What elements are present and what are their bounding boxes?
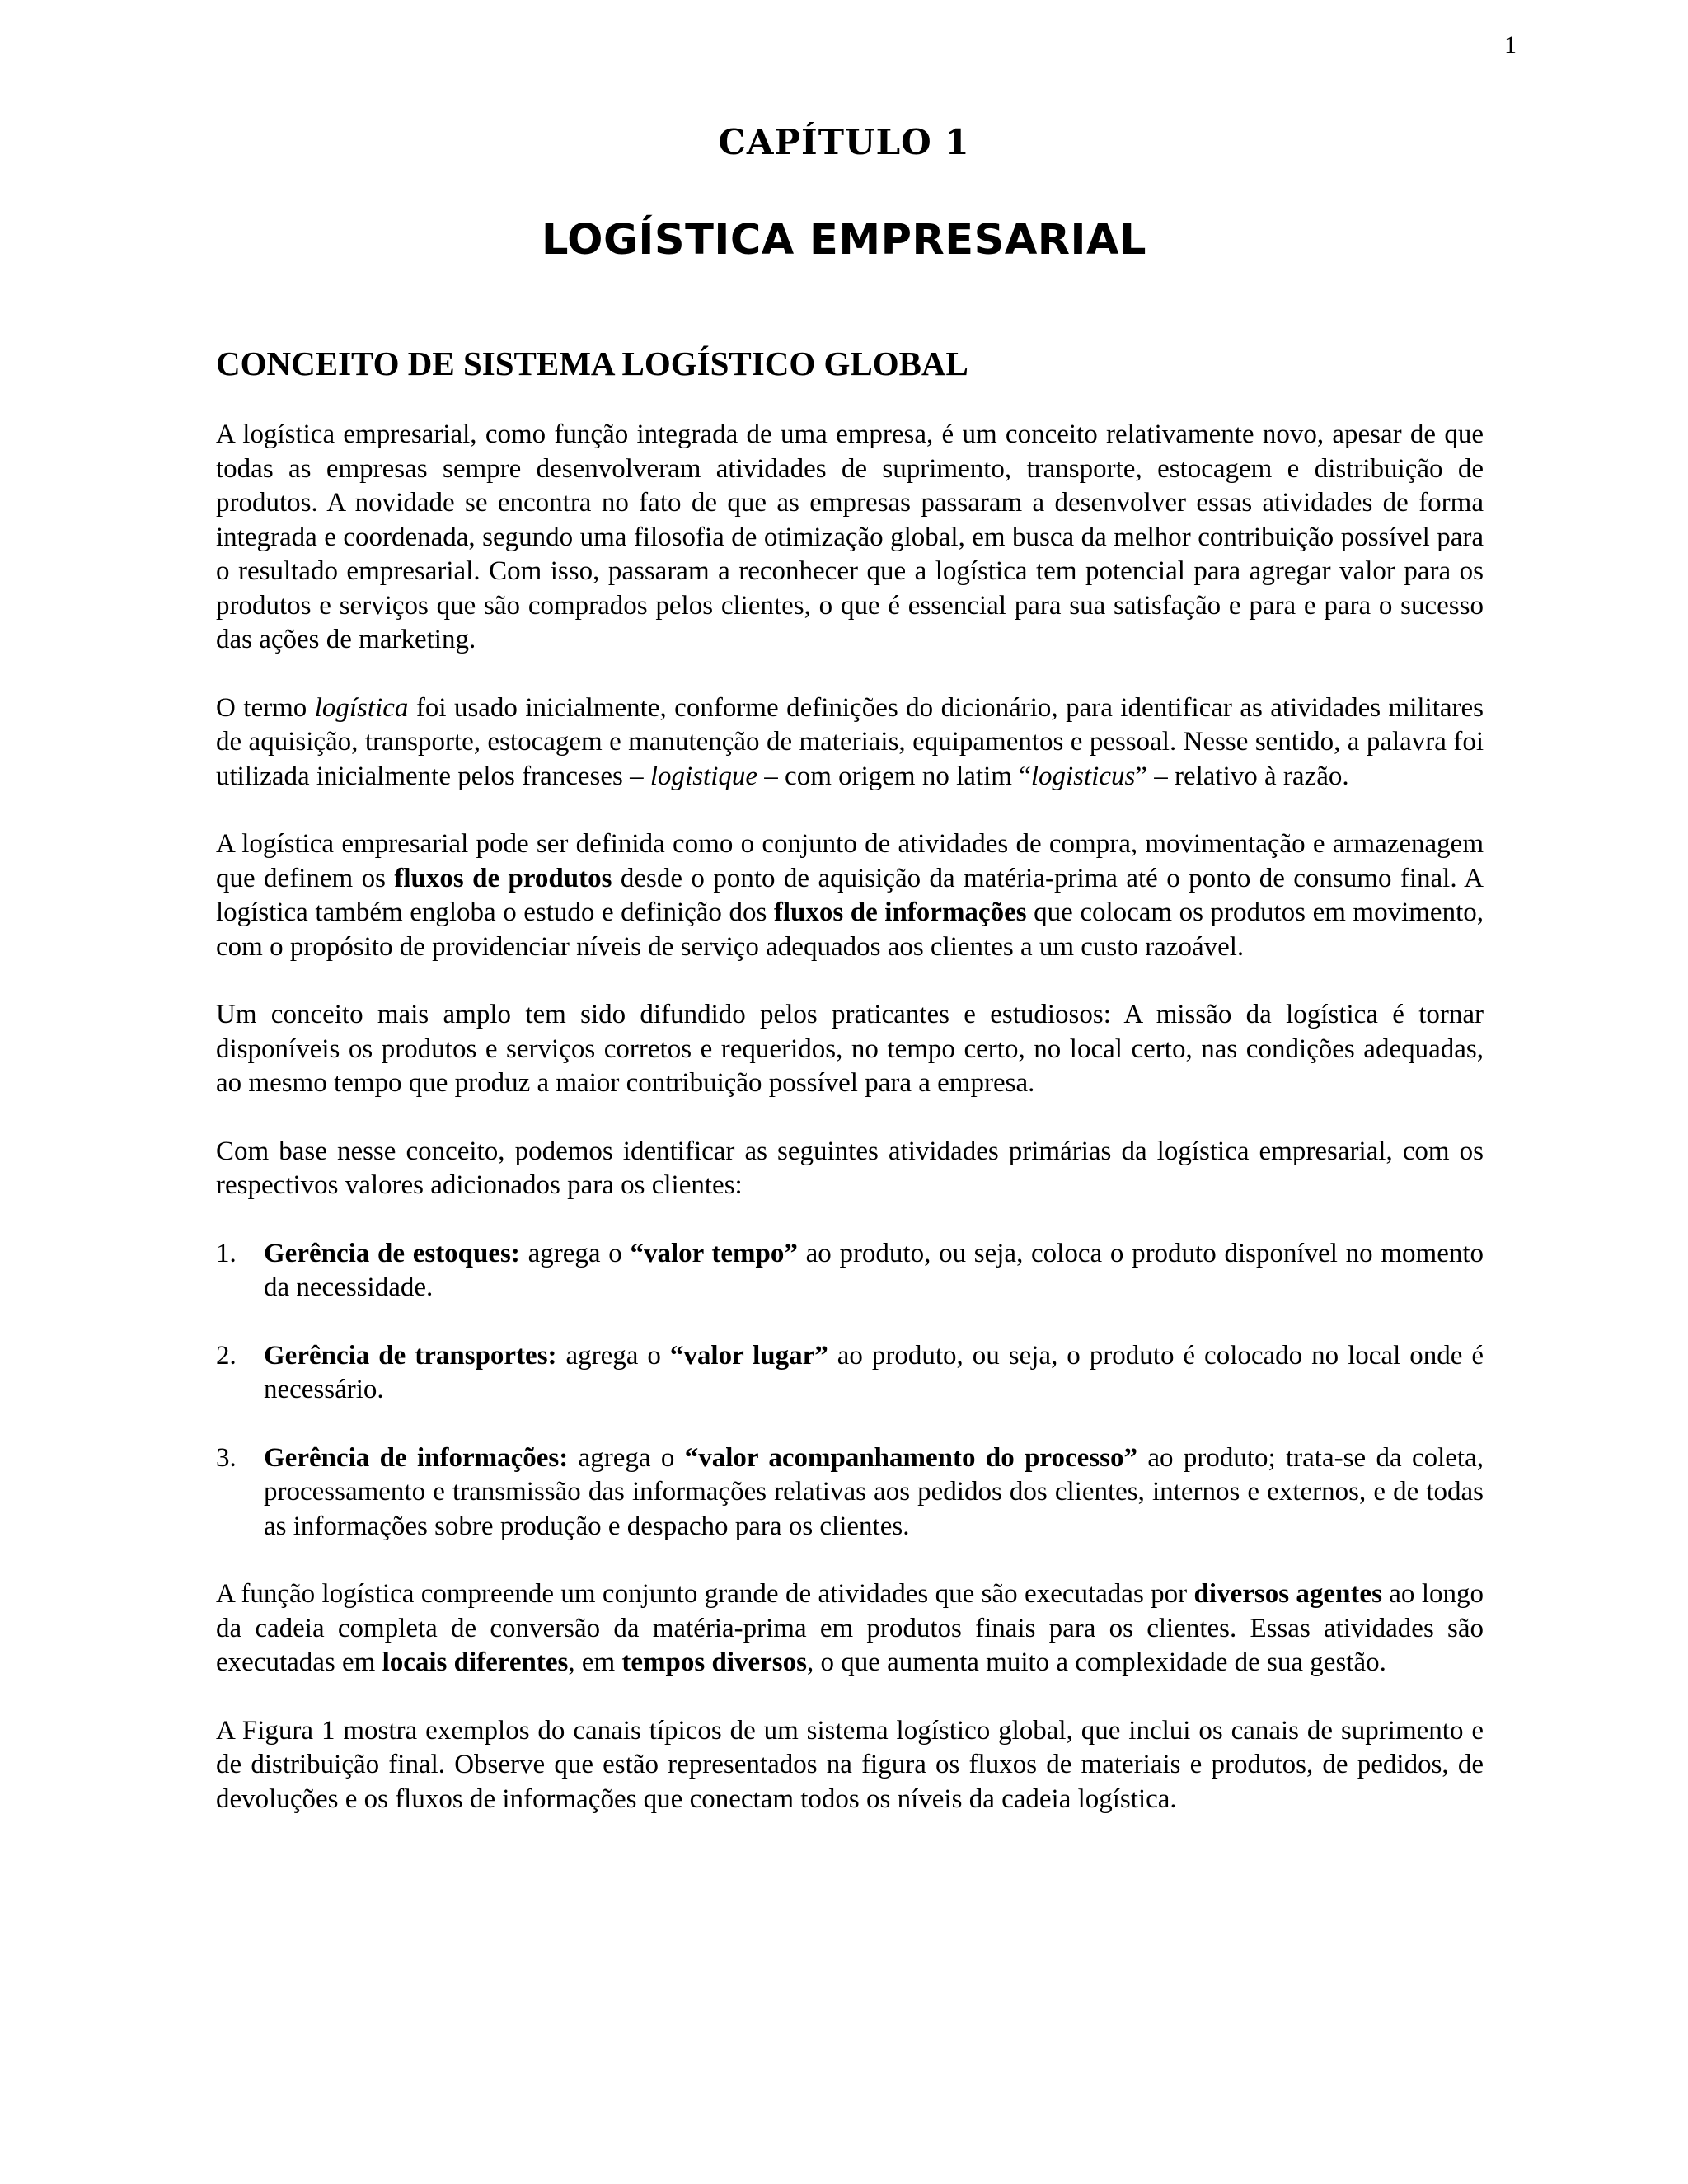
- text-run: agrega o: [556, 1340, 670, 1371]
- text-run: ao produto, ou seja, coloca o produto disponível no momento da necessidade.: [264, 1238, 1484, 1302]
- text-run: A logística empresarial pode ser definida como o conjunto de atividades de compra, movimentação e armazenagem que definem os: [216, 829, 1484, 893]
- bold-term: fluxos de produtos: [394, 863, 612, 893]
- paragraph-definition: [216, 827, 1484, 964]
- chapter-label: CAPÍTULO 1: [718, 122, 970, 162]
- list-number: 2.: [216, 1340, 237, 1371]
- text-run: – com origem no latim “: [757, 761, 1031, 791]
- paragraph-intro: A logística empresarial, como função integrada de uma empresa, é um conceito relativamente novo, apesar de que todas as empresas sempre desenvolveram atividades de suprimento, transporte, estocagem e distribuição de produtos. A novidade se encontra no fato de que as empresas passaram a desenvolver essas atividades de forma integrada e coordenada, segundo uma filosofia de otimização global, em busca da melhor contribuição possível para o resultado empresarial. Com isso, passaram a reconhecer que a logística tem potencial para agregar valor para os produtos e serviços que são comprados pelos clientes, o que é essencial para sua satisfação e para e para o sucesso das ações de marketing.: [216, 419, 1484, 654]
- text-run: que colocam os produtos em movimento, com o propósito de providenciar níveis de serviço adequados aos clientes a um custo razoável.: [216, 898, 1484, 962]
- activities-list: [216, 1237, 1484, 1544]
- list-item: [216, 1237, 1484, 1305]
- text-run: , o que aumenta muito a complexidade de sua gestão.: [806, 1647, 1386, 1677]
- document-body: [216, 344, 1484, 1850]
- list-number: 3.: [216, 1442, 237, 1473]
- page-number: 1: [1504, 31, 1517, 59]
- paragraph-activities-intro: Com base nesse conceito, podemos identificar as seguintes atividades primárias da logística empresarial, com os respectivos valores adicionados para os clientes:: [216, 1136, 1484, 1200]
- text-run: ao produto; trata-se da coleta, processamento e transmissão das informações relativas aos pedidos dos clientes, internos e externos, e de todas as informações sobre produção e despacho para os clientes.: [264, 1442, 1484, 1541]
- list-item-term: Gerência de informações:: [264, 1442, 569, 1473]
- list-item: [216, 1441, 1484, 1544]
- paragraph-mission: Um conceito mais amplo tem sido difundido pelos praticantes e estudiosos: A missão da logística é tornar disponíveis os produtos e serviços corretos e requeridos, no tempo certo, no local certo, nas condições adequadas, ao mesmo tempo que produz a maior contribuição possível para a empresa.: [216, 1000, 1484, 1098]
- paragraph-term-origin: [216, 691, 1484, 794]
- bold-term: locais diferentes: [382, 1647, 569, 1677]
- text-run: , em: [568, 1647, 622, 1677]
- text-run: ao produto, ou seja, o produto é colocado no local onde é necessário.: [264, 1340, 1484, 1404]
- list-number: 1.: [216, 1238, 237, 1268]
- text-run: ” – relativo à razão.: [1135, 761, 1349, 791]
- text-run: agrega o: [568, 1442, 685, 1473]
- text-run: agrega o: [519, 1238, 631, 1268]
- italic-term: logística: [314, 692, 409, 723]
- text-run: ao longo da cadeia completa de conversão da matéria-prima em produtos finais para os clientes. Essas atividades são executadas em: [216, 1579, 1484, 1677]
- paragraph-figure-reference: A Figura 1 mostra exemplos do canais típicos de um sistema logístico global, que inclui os canais de suprimento e de distribuição final. Observe que estão representados na figura os fluxos de materiais e produtos, de pedidos, de devoluções e os fluxos de informações que conectam todos os níveis da cadeia logística.: [216, 1715, 1484, 1814]
- list-item-value: “valor acompanhamento do processo”: [684, 1442, 1137, 1473]
- list-item-value: “valor tempo”: [630, 1238, 798, 1268]
- list-item-value: “valor lugar”: [669, 1340, 828, 1371]
- text-run: foi usado inicialmente, conforme definições do dicionário, para identificar as atividades militares de aquisição, transporte, estocagem e manutenção de materiais, equipamentos e pessoal. Nesse sentido, a palavra foi utilizada inicialmente pelos franceses –: [216, 692, 1484, 791]
- text-run: desde o ponto de aquisição da matéria-prima até o ponto de consumo final. A logística também engloba o estudo e definição dos: [216, 863, 1484, 927]
- text-run: O termo: [216, 692, 315, 723]
- bold-term: fluxos de informações: [773, 898, 1027, 927]
- bold-term: tempos diversos: [621, 1647, 807, 1677]
- section-heading: CONCEITO DE SISTEMA LOGÍSTICO GLOBAL: [216, 344, 968, 382]
- italic-term: logisticus: [1030, 761, 1136, 791]
- list-item: [216, 1339, 1484, 1408]
- paragraph-agents: [216, 1577, 1484, 1680]
- chapter-title: LOGÍSTICA EMPRESARIAL: [541, 216, 1146, 265]
- italic-term: logistique: [649, 761, 758, 791]
- list-item-term: Gerência de estoques:: [264, 1238, 520, 1268]
- list-item-term: Gerência de transportes:: [264, 1340, 557, 1371]
- bold-term: diversos agentes: [1193, 1579, 1382, 1609]
- text-run: A função logística compreende um conjunto grande de atividades que são executadas por: [216, 1579, 1194, 1609]
